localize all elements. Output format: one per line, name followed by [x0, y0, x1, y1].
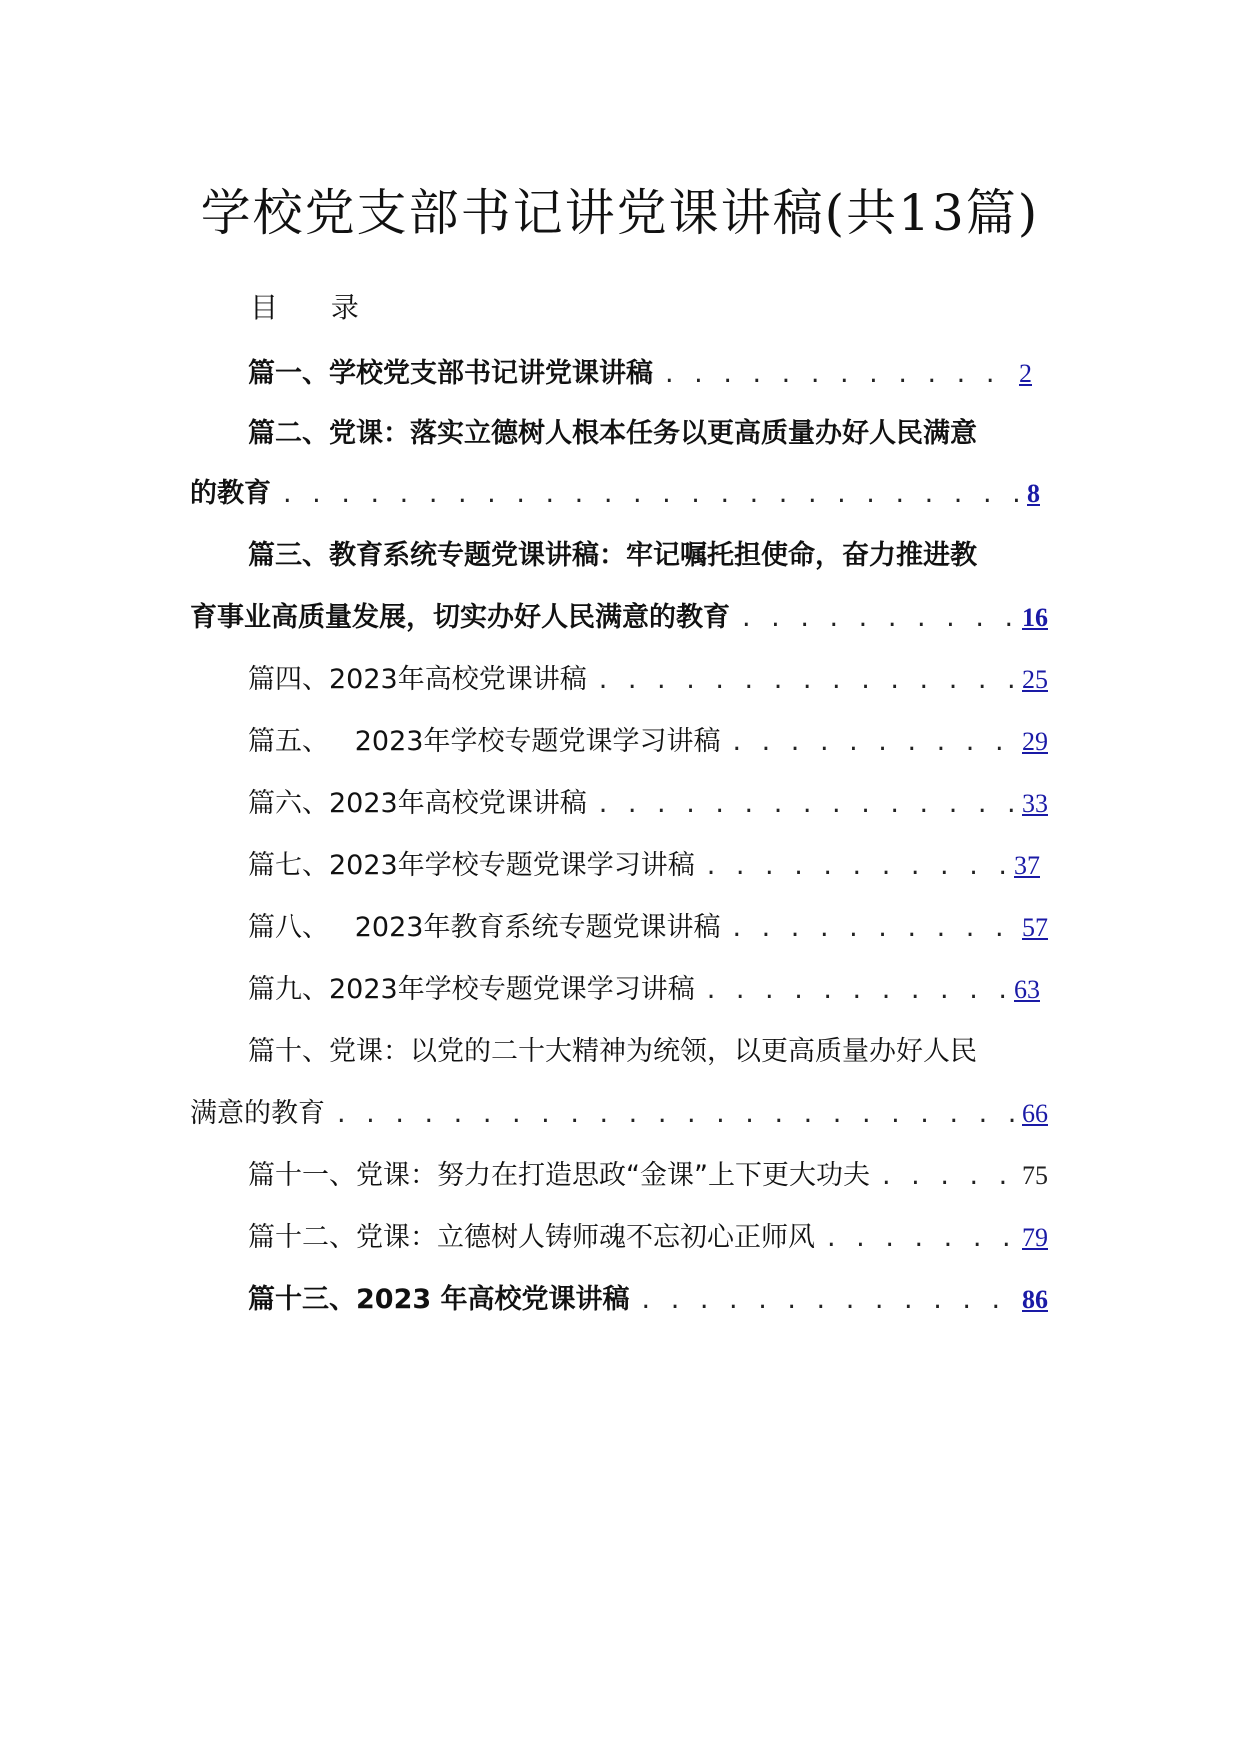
- toc-leader-dots: [599, 658, 1016, 702]
- toc-leader-dots: [882, 1154, 1016, 1198]
- toc-heading: 目 录: [250, 291, 381, 324]
- toc-entry-label: 篇七、2023年学校专题党课学习讲稿: [248, 850, 695, 881]
- toc-entry-label: 篇十二、党课：立德树人铸师魂不忘初心正师风: [248, 1222, 815, 1253]
- toc-entry-label: 篇十三、2023 年高校党课讲稿: [248, 1284, 630, 1315]
- toc-page-link[interactable]: 25: [1022, 665, 1048, 694]
- toc-entry-label: 篇九、2023年学校专题党课学习讲稿: [248, 974, 695, 1005]
- toc-page-link[interactable]: 16: [1022, 603, 1048, 632]
- toc-entry-2[interactable]: [190, 472, 1040, 516]
- toc-entry-10-line1[interactable]: 篇十、党课：以党的二十大精神为统领，以更高质量办好人民: [248, 1036, 977, 1067]
- toc-leader-dots: [732, 906, 1016, 950]
- toc-entry-3[interactable]: [190, 596, 1048, 640]
- toc-entry-label: 篇一、学校党支部书记讲党课讲稿: [248, 358, 653, 389]
- toc-leader-dots: [742, 596, 1016, 640]
- toc-page-link[interactable]: 79: [1022, 1223, 1048, 1252]
- toc-entry-label: 篇四、2023年高校党课讲稿: [248, 664, 587, 695]
- toc-entry-13[interactable]: [248, 1278, 1048, 1322]
- toc-page-link[interactable]: 8: [1027, 479, 1040, 508]
- toc-entry-7[interactable]: [248, 844, 1040, 888]
- toc-entry-label: 的教育: [190, 478, 271, 509]
- toc-entry-label: 篇六、2023年高校党课讲稿: [248, 788, 587, 819]
- toc-page-link[interactable]: 29: [1022, 727, 1048, 756]
- toc-entry-10[interactable]: [190, 1092, 1048, 1136]
- toc-entry-label: 篇十一、党课：努力在打造思政“金课”上下更大功夫: [248, 1160, 870, 1191]
- toc-leader-dots: [707, 968, 1008, 1012]
- toc-entry-label: 满意的教育: [190, 1098, 325, 1129]
- toc-entry-1[interactable]: [248, 352, 1032, 396]
- toc-entry-9[interactable]: [248, 968, 1040, 1012]
- toc-leader-dots: [827, 1216, 1016, 1260]
- toc-entry-4[interactable]: [248, 658, 1048, 702]
- toc-leader-dots: [665, 352, 1013, 396]
- toc-leader-dots: [642, 1278, 1016, 1322]
- toc-leader-dots: [599, 782, 1016, 826]
- toc-entry-2-line1[interactable]: 篇二、党课：落实立德树人根本任务以更高质量办好人民满意: [248, 418, 977, 449]
- toc-page-link[interactable]: 33: [1022, 789, 1048, 818]
- toc-entry-3-line1[interactable]: 篇三、教育系统专题党课讲稿：牢记嘱托担使命，奋力推进教: [248, 540, 977, 571]
- toc-entry-label: 篇八、 2023年教育系统专题党课讲稿: [248, 912, 721, 943]
- toc-entry-label: 育事业高质量发展，切实办好人民满意的教育: [190, 602, 730, 633]
- toc-leader-dots: [732, 720, 1016, 764]
- toc-leader-dots: [337, 1092, 1016, 1136]
- toc-page-link[interactable]: 63: [1014, 975, 1040, 1004]
- toc-entry-11[interactable]: [248, 1154, 1048, 1198]
- toc-page-link[interactable]: 37: [1014, 851, 1040, 880]
- toc-entry-12[interactable]: [248, 1216, 1048, 1260]
- toc-page-link[interactable]: 2: [1019, 359, 1032, 388]
- toc-leader-dots: [707, 844, 1008, 888]
- toc-page-link[interactable]: 86: [1022, 1285, 1048, 1314]
- toc-entry-5[interactable]: [248, 720, 1048, 764]
- toc-entry-6[interactable]: [248, 782, 1048, 826]
- toc-page-link[interactable]: 66: [1022, 1099, 1048, 1128]
- toc-entry-label: 篇五、 2023年学校专题党课学习讲稿: [248, 726, 721, 757]
- toc-leader-dots: [283, 472, 1021, 516]
- toc-page-number: 75: [1022, 1161, 1048, 1190]
- toc-entry-8[interactable]: [248, 906, 1048, 950]
- toc-page-link[interactable]: 57: [1022, 913, 1048, 942]
- document-title: 学校党支部书记讲党课讲稿(共13篇): [200, 184, 1040, 242]
